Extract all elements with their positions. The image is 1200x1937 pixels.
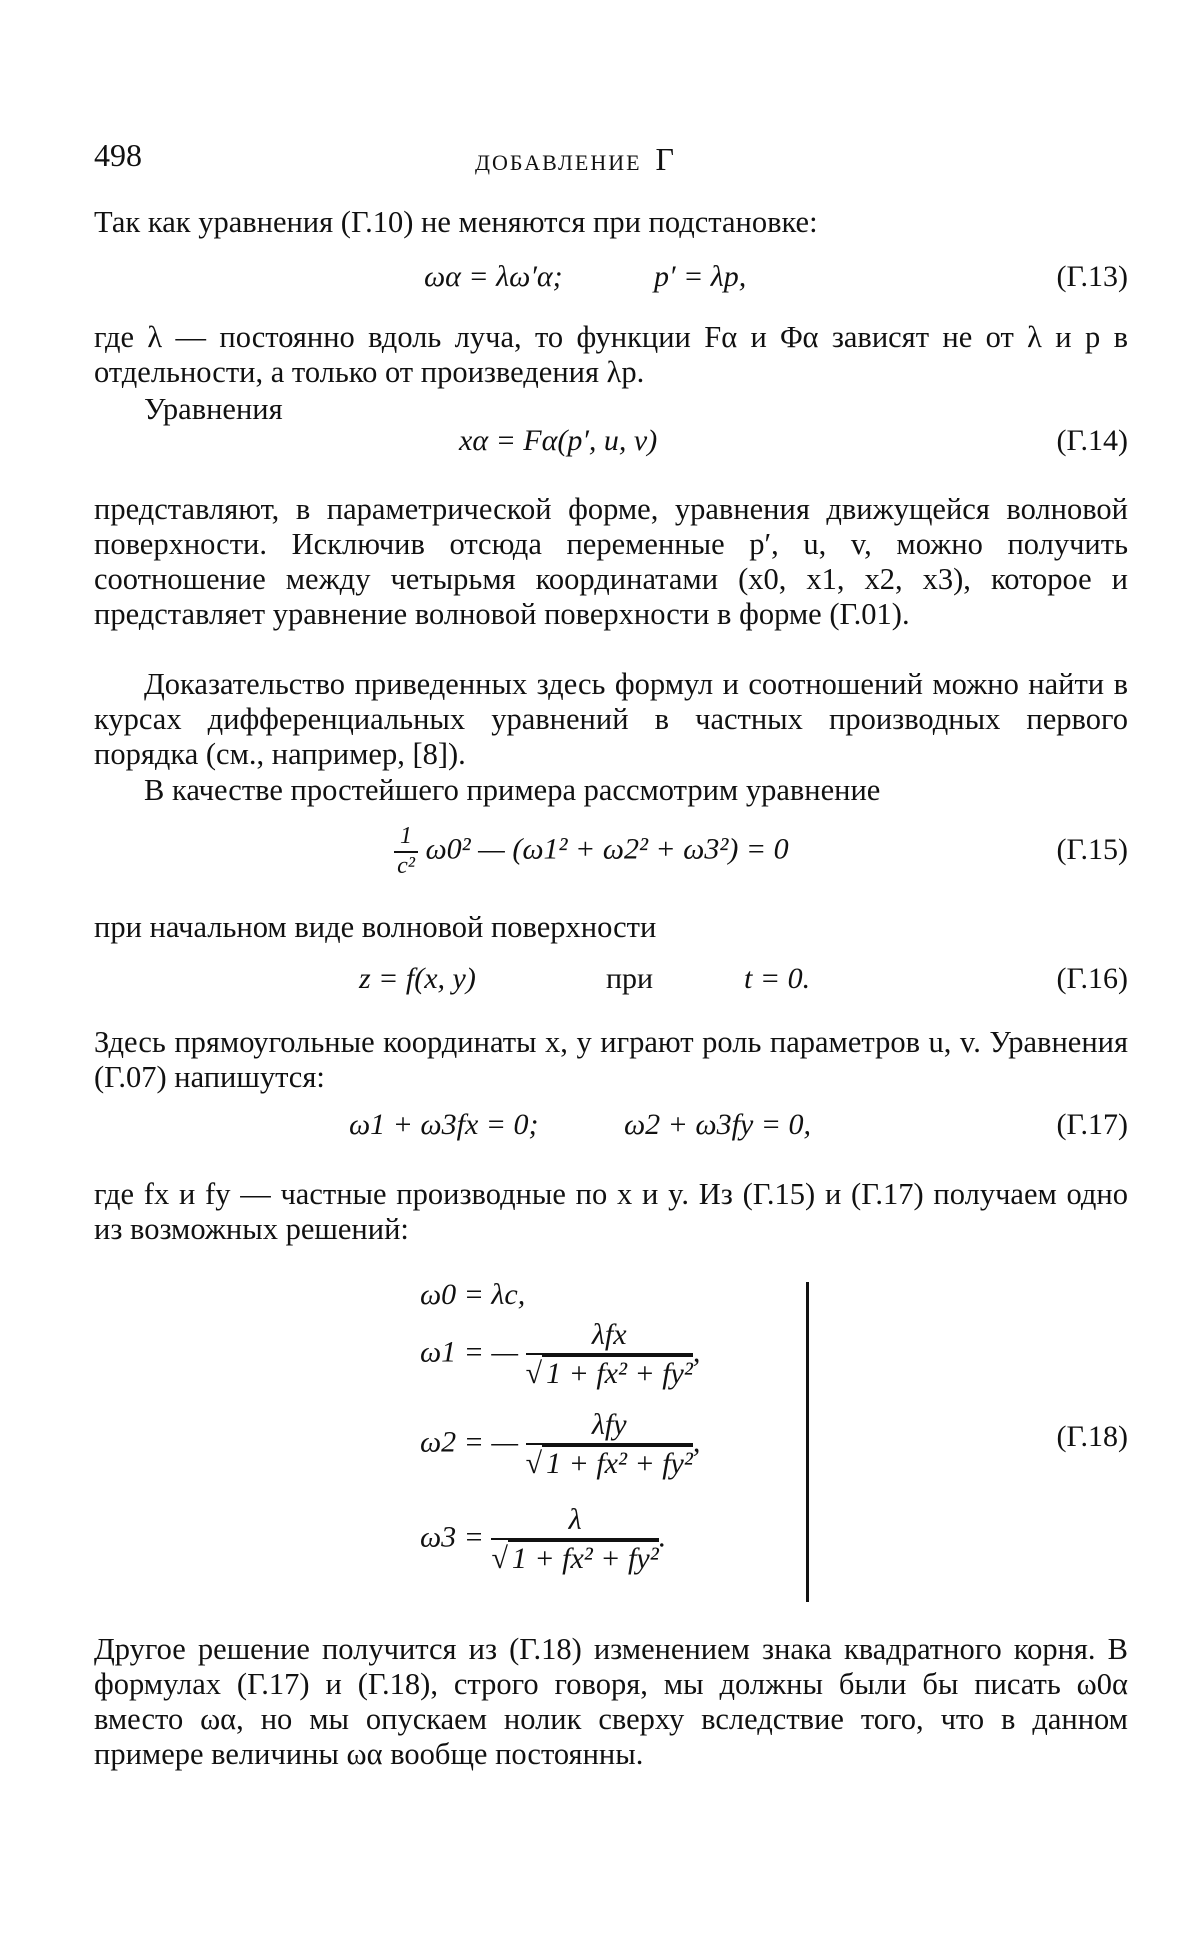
equation-g16-label: (Г.16) [1056, 962, 1128, 995]
equation-g13-left: ωα = λω′α; [424, 260, 563, 293]
equation-g15 [94, 823, 1128, 883]
equation-g15-body [394, 823, 789, 880]
equation-g18-line-2-end: , [692, 1425, 701, 1459]
equation-g18-system [420, 1278, 820, 1618]
equation-g15-fraction [394, 823, 418, 880]
paragraph-4: представляют, в параметрической форме, уравнения движущейся волновой поверхности. Исключив отсюда переменные p′, u, v, можно получить соотношение между четырьмя координатами (x0, x1, x2, x3), которое и представляет уравнение волновой поверхности в форме (Г.01). [94, 492, 1128, 631]
equation-g18-line-2-radicand: 1 + fx² + fy² [542, 1445, 693, 1482]
equation-g18-line-1-numerator: λfx [526, 1318, 693, 1355]
equation-g17-label: (Г.17) [1056, 1108, 1128, 1141]
equation-g18-line-2-lhs: ω2 = — [420, 1425, 519, 1459]
paragraph-5: Доказательство приведенных здесь формул и соотношений можно найти в курсах дифференциальных уравнений в частных производных первого порядка (см., например, [8]). [94, 667, 1128, 771]
equation-g18-line-3-end: . [658, 1520, 667, 1554]
sqrt-sign: √ [525, 1446, 543, 1480]
equation-g15-label: (Г.15) [1056, 833, 1128, 866]
equation-g18-line-3-radicand: 1 + fx² + fy² [508, 1540, 659, 1577]
equation-g15-numerator: 1 [394, 823, 418, 853]
paragraph-2: где λ — постоянно вдоль луча, то функции Fα и Φα зависят не от λ и p в отдельности, а только от произведения λp. [94, 320, 1128, 389]
paragraph-9: где fx и fy — частные производные по x и y. Из (Г.15) и (Г.17) получаем одно из возможных решений: [94, 1177, 1128, 1246]
paragraph-7: при начальном виде волновой поверхности [94, 910, 657, 944]
equation-g14-body: xα = Fα(p′, u, v) [459, 424, 658, 457]
equation-g18-line-1-lhs: ω1 = — [420, 1335, 519, 1369]
page-number: 498 [94, 137, 142, 173]
equation-g18-line-2-denominator [526, 1445, 693, 1482]
equation-g16-left: z = f(x, y) [359, 962, 476, 995]
paragraph-1: Так как уравнения (Г.10) не меняются при подстановке: [94, 205, 818, 239]
right-brace [790, 1282, 809, 1602]
equation-g18-line-1-radicand: 1 + fx² + fy² [542, 1355, 693, 1392]
equation-g16-mid: при [606, 962, 654, 995]
equation-g17-left: ω1 + ω3fx = 0; [349, 1108, 539, 1141]
equation-g13-right: p′ = λp, [654, 260, 747, 293]
equation-g15-rest: ω0² — (ω1² + ω2² + ω3²) = 0 [425, 832, 789, 866]
paragraph-8: Здесь прямоугольные координаты x, y играют роль параметров u, v. Уравнения (Г.07) напишутся: [94, 1025, 1128, 1094]
equation-g18-line-0: ω0 = λc, [420, 1278, 526, 1311]
running-header [475, 141, 674, 178]
equation-g18-line-3-fraction [491, 1503, 658, 1576]
equation-g16 [94, 962, 1128, 1006]
paragraph-10: Другое решение получится из (Г.18) изменением знака квадратного корня. В формулах (Г.17) и (Г.18), строго говоря, мы должны были бы писать ω0α вместо ωα, но мы опускаем нолик сверху вследствие того, что в данном примере величины ωα вообще постоянны. [94, 1632, 1128, 1771]
equation-g18-line-1 [420, 1318, 700, 1391]
equation-g15-denominator: c² [397, 852, 415, 879]
equation-g18-line-1-denominator [526, 1355, 693, 1392]
paragraph-3: Уравнения [144, 392, 283, 426]
equation-g18-line-2-fraction [526, 1408, 693, 1481]
equation-g18-line-2 [420, 1408, 700, 1481]
equation-g18-line-3-numerator: λ [491, 1503, 658, 1540]
equation-g18-line-1-end: , [692, 1335, 701, 1369]
equation-g18-line-1-fraction [526, 1318, 693, 1391]
sqrt-sign: √ [491, 1541, 508, 1575]
equation-g18-line-3 [420, 1503, 666, 1576]
equation-g18-line-3-denominator [491, 1540, 658, 1577]
equation-g16-right: t = 0. [744, 962, 811, 995]
paragraph-6: В качестве простейшего примера рассмотрим уравнение [144, 773, 881, 807]
equation-g14 [94, 424, 1128, 468]
equation-g13-label: (Г.13) [1056, 260, 1128, 293]
running-header-title: ДОБАВЛЕНИЕ [475, 150, 642, 175]
equation-g14-label: (Г.14) [1056, 424, 1128, 457]
equation-g18-line-2-numerator: λfy [526, 1408, 693, 1445]
equation-g17 [94, 1108, 1128, 1152]
sqrt-sign: √ [525, 1356, 543, 1390]
equation-g13 [94, 260, 1128, 304]
running-header-letter: Г [655, 141, 675, 177]
equation-g17-right: ω2 + ω3fy = 0, [624, 1108, 812, 1141]
equation-g18-line-3-lhs: ω3 = [420, 1520, 484, 1554]
equation-g18-label: (Г.18) [1056, 1420, 1128, 1453]
